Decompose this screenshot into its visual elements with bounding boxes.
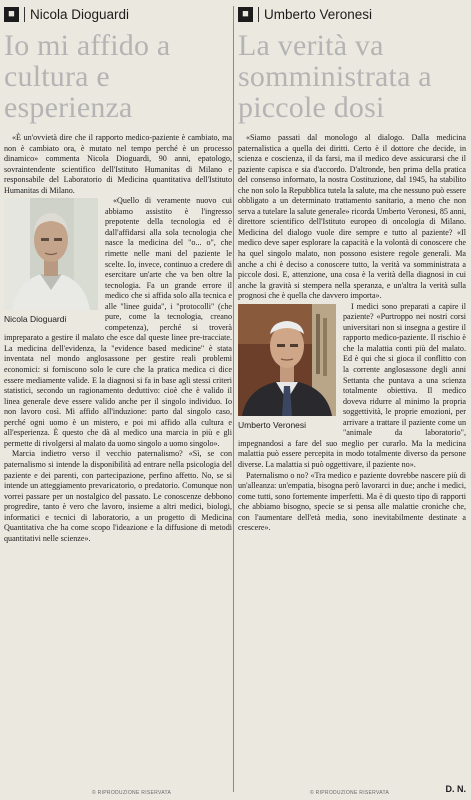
right-paragraph-3: Paternalismo o no? «Tra medico e paziente dovrebbe nascere più di un'alleanza: un'empatia, bisogna però lavorarci in due; anche i medici, come tutti, sono fortemente imperfetti. Ma è di questo tipo di rapporti che abbiamo bisogno, specie se si pensa alle malattie croniche che, con l'aumentare dell'età media, sono inevitabilmente destinate a crescere». — [238, 470, 466, 533]
left-author-name: Nicola Dioguardi — [24, 7, 129, 22]
veronesi-photo — [238, 304, 336, 431]
left-paragraph-1: «È un'ovvietà dire che il rapporto medico-paziente è cambiato, ma non è cambiato ora, è mutato nel tempo perché è un processo dinamico» commenta Nicola Dioguardi, 90 anni, epatologo, sovraintendente scientifico dell'Istituto Humanitas di Milano e responsabile del Laboratorio di Medicina quantitativa dell'Istituto Humanitas di Milano. — [4, 133, 232, 195]
right-paragraph-2: I medici sono preparati a capire il paziente? «Purtroppo nei nostri corsi universitari non si insegna a gestire il rapporto medico-paziente. Il rischio è che la malattia conti più del malato. Ed è qui che si gioca il conflitto con la corrente anglosassone degli anni Settanta che puntava a una scienza totalmente obiettiva. Il medico doveva ridurre al minimo la propria soggettività, le proprie emozioni, per arrivare a trattare il paziente come un "animale da laboratorio", impegnandosi a fare del suo meglio per curarlo. Ma la medicina malattia può essere percepita in modo totalmente diverso da persone diverse. La malattia si può oggettivare, il paziente no». — [238, 301, 466, 469]
left-article-header — [4, 4, 232, 24]
dioguardi-portrait — [4, 198, 98, 310]
dioguardi-photo — [4, 198, 98, 325]
left-article-body — [4, 133, 232, 544]
column-divider — [233, 6, 234, 792]
left-paragraph-2: «Quello di veramente nuovo cui abbiamo assistito è l'ingresso prepotente della tecnologia ed è dall'affidarsi alla sola tecnologia che nasce la medicina del "o... o", che rimette nelle mani del paziente le scelte. Io, invece, continuo a credere di esercitare un'arte che va ben oltre la tecnologia. Fa un grande errore il medico che si affida solo alla tecnica e alle "linee guida", i "protocolli" (che pure, come la tecnologia, creano competenza), perché si troverà impreparato a gestire il malato che esce dal queste linee pre-tracciate. La medicina dell'evidenza, la "evidence based medicine" è stata inventata nel mondo anglosassone per gestire reali problemi economici: si forniscono solo le cure che la pratica medica ci dice essere mediamente valide. E la diagnosi si fa in base agli stessi criteri statistici, secondo un ragionamento deduttivo: cioè che è valido il linea generale deve essere valido anche per il singolo individuo. Io non lavoro così. Mi affido all'induzione: parto dal singolo caso, perché ogni uomo è un mistero, e poi mi affido alla cultura e all'esperienza. È questo che dà al medico una marcia in più e gli permette di rivolgersi al malato da uomo singolo a uomo singolo». — [4, 196, 232, 448]
right-article-header — [238, 4, 466, 24]
left-headline: Io mi affido a cultura e esperienza — [4, 29, 171, 124]
veronesi-portrait — [238, 304, 336, 416]
left-paragraph-3: Marcia indietro verso il vecchio paternalismo? «Sì, se con paternalismo si intende la disponibilità ad entrare nella psicologia del paziente e dei parenti, con partecipazione, perfino affetto. No, se si intende un atteggiamento prevaricatorio, o predatorio. Comunque non vorrei passare per un nostalgico del passato. Le conoscenze debbono progredire, tanto è vero che lavoro, insieme a altri medici, biologi, informatici e tecnici di laboratorio, a un progetto di Medicina Quantitativa che ha come scopo l'ideazione e la diffusione di metodi quantitativi nelle scienze». — [4, 449, 232, 543]
right-copyright: © RIPRODUZIONE RISERVATA — [310, 790, 390, 796]
dioguardi-photo-caption: Nicola Dioguardi — [4, 314, 67, 325]
left-article — [4, 0, 232, 800]
left-copyright: © RIPRODUZIONE RISERVATA — [92, 790, 172, 796]
right-headline: La verità va somministrata a piccole dosi — [238, 29, 432, 124]
right-paragraph-1: «Siamo passati dal monologo al dialogo. Dalla medicina paternalistica a quella dei diritti. Certo è il dottore che decide, in scienza e coscienza, il da farsi, ma il medico deve assicurarsi che il paziente capisca e sia d'accordo. D'altronde, ben prima della pratica del consenso informato, la nostra Costituzione, dal 1945, ha stabilito che non solo la Repubblica tutela la salute, ma che nessuno può essere obbligato a un determinato trattamento sanitario, a meno che non serva a tutelare la salute generale» ricorda Umberto Veronesi, 85 anni, direttore scientifico dell'Istituto europeo di oncologia di Milano. Medicina del dialogo vuole dire sempre e tutto al paziente? «Il medico deve saper esplorare la capacità e la volontà di conoscere che ha quel singolo malato, non possono esistere regole generali. Ma anche a chi è deciso a conoscere tutto, la verità va somministrata a piccole dosi. E, attenzione, una cosa è la verità della diagnosi in cui anche la gravità si stempera nella speranza, e un'altra la verità sulla prognosi che è quella che davvero importa». — [238, 133, 466, 301]
article-signature: D. N. — [445, 784, 466, 794]
section-square-icon: ■ — [238, 7, 253, 22]
right-article — [238, 0, 466, 800]
section-square-icon: ■ — [4, 7, 19, 22]
right-author-name: Umberto Veronesi — [258, 7, 372, 22]
right-article-body — [238, 133, 466, 534]
veronesi-photo-caption: Umberto Veronesi — [238, 419, 307, 430]
